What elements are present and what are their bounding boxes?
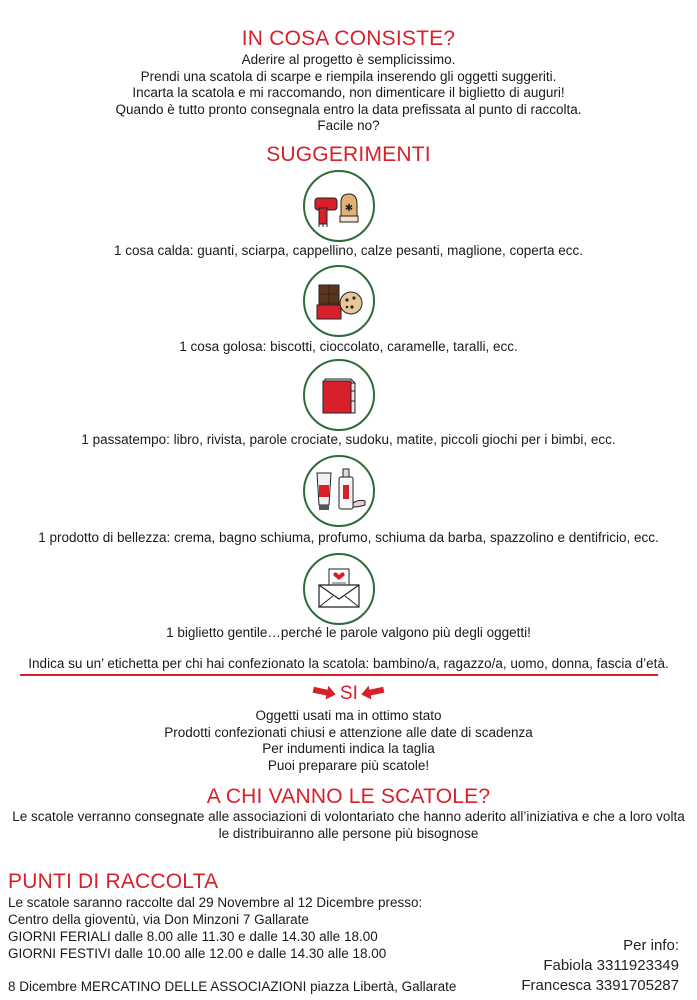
- book-icon: [303, 359, 375, 431]
- red-underline: [20, 674, 658, 676]
- recipients-line: Le scatole verranno consegnate alle associazioni di volontariato che hanno aderito all’iniziativa e che a loro volta: [12, 809, 685, 824]
- beauty-products-icon: [303, 455, 375, 527]
- svg-text:✱: ✱: [344, 203, 354, 214]
- intro-line: Incarta la scatola e mi raccomando, non dimenticare il biglietto di auguri!: [132, 85, 565, 100]
- si-title: SI: [339, 683, 359, 704]
- intro-title: IN COSA CONSISTE?: [241, 27, 456, 50]
- si-line: Prodotti confezionati chiusi e attenzione alle date di scadenza: [164, 724, 533, 740]
- suggestions-title: SUGGERIMENTI: [266, 143, 431, 166]
- suggestion-caption: 1 passatempo: libro, rivista, parole crociate, sudoku, matite, piccoli giochi per i bimbi, ecc.: [81, 432, 616, 447]
- recipients-text: [0, 809, 697, 842]
- si-line: Per indumenti indica la taglia: [262, 741, 435, 756]
- suggestion-caption: 1 prodotto di bellezza: crema, bagno schiuma, profumo, schiuma da barba, spazzolino e dentifricio, ecc.: [38, 530, 659, 545]
- si-line: Puoi preparare più scatole!: [267, 757, 430, 773]
- market-line: 8 Dicembre MERCATINO DELLE ASSOCIAZIONI piazza Libertà, Gallarate: [8, 979, 457, 994]
- points-line: Le scatole saranno raccolte dal 29 Novembre al 12 Dicembre presso:: [8, 895, 423, 910]
- intro-line: Prendi una scatola di scarpe e riempila inserendo gli oggetti suggeriti.: [140, 68, 557, 84]
- info-title: Per info:: [623, 937, 679, 954]
- si-line: Oggetti usati ma in ottimo stato: [255, 708, 442, 723]
- arrow-right-icon: [311, 684, 337, 700]
- suggestion-caption: 1 biglietto gentile…perché le parole valgono più degli oggetti!: [166, 625, 531, 640]
- points-line: GIORNI FESTIVI dalle 10.00 alle 12.00 e dalle 14.30 alle 18.00: [8, 946, 387, 961]
- points-text: [8, 894, 422, 962]
- intro-line: Facile no?: [317, 118, 380, 133]
- si-list: [0, 708, 697, 774]
- info-block: [521, 936, 679, 996]
- recipients-line: le distribuiranno alle persone più bisognose: [218, 825, 479, 841]
- contact-line: Francesca 3391705287: [521, 977, 679, 994]
- recipients-title: A CHI VANNO LE SCATOLE?: [206, 785, 491, 808]
- points-title: PUNTI DI RACCOLTA: [8, 870, 219, 893]
- suggestion-caption: 1 cosa calda: guanti, sciarpa, cappellino, calze pesanti, maglione, coperta ecc.: [113, 243, 584, 258]
- chocolate-cookie-icon: [303, 265, 375, 337]
- points-line: Centro della gioventù, via Don Minzoni 7 Gallarate: [8, 912, 309, 927]
- intro-line: Aderire al progetto è semplicissimo.: [241, 52, 456, 67]
- points-line: GIORNI FERIALI dalle 8.00 alle 11.30 e dalle 14.30 alle 18.00: [8, 929, 378, 944]
- contact-line: Fabiola 3311923349: [543, 957, 679, 974]
- intro-text: [0, 52, 697, 135]
- greeting-card-icon: [303, 553, 375, 625]
- intro-line: Quando è tutto pronto consegnala entro la data prefissata al punto di raccolta.: [115, 101, 582, 117]
- suggestion-caption: 1 cosa golosa: biscotti, cioccolato, caramelle, taralli, ecc.: [179, 339, 518, 354]
- label-note: Indica su un’ etichetta per chi hai confezionato la scatola: bambino/a, ragazzo/a, uomo, donna, fascia d’età.: [28, 656, 669, 671]
- arrow-left-icon: [360, 684, 386, 700]
- scarf-mittens-icon: [303, 170, 375, 242]
